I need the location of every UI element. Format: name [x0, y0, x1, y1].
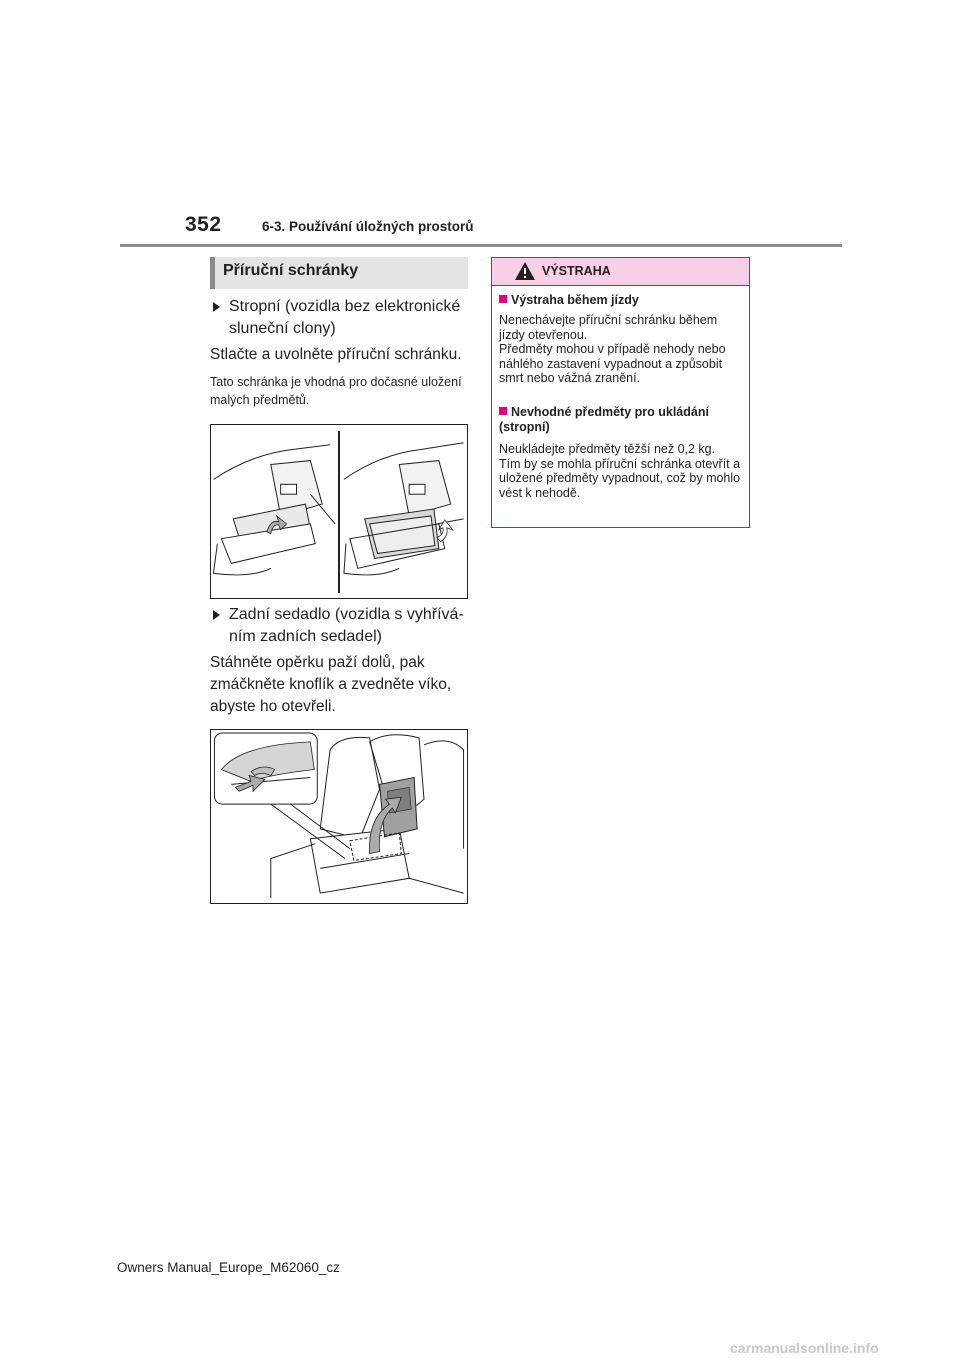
bullet-item-rear-seat — [213, 604, 473, 648]
bullet-title: Zadní sedadlo (vozidla s vyhříváním zadních sedadel) — [229, 606, 464, 645]
warning-text: Neukládejte předměty těžší než 0,2 kg. Tím by se mohla příruční schránka otevřít a uložené předměty vypadnout, což by mohlo vést k nehodě. — [499, 442, 741, 500]
warning-header — [492, 258, 749, 286]
warning-triangle-icon — [514, 261, 536, 281]
header-divider — [120, 244, 842, 247]
square-bullet-icon — [499, 295, 507, 303]
ceiling-box-illustration — [210, 424, 468, 599]
armrest-box-illustration — [210, 729, 468, 904]
section-heading: Příruční schránky — [223, 262, 359, 279]
bullet-item-ceiling — [213, 296, 473, 340]
section-title: 6-3. Používání úložných prostorů — [262, 219, 474, 234]
square-bullet-icon — [499, 407, 507, 415]
footer-text: Owners Manual_Europe_M62060_cz — [117, 1260, 340, 1275]
bullet-triangle-icon — [213, 302, 220, 312]
warning-box — [491, 257, 750, 528]
warning-subheading: Nevhodné předměty pro ukládání (stropní) — [499, 405, 709, 434]
instruction-text: Stlačte a uvolněte příruční schránku. — [210, 346, 462, 363]
warning-text: Nenechávejte příruční schránku během jízdy otevřenou. Předměty mohou v případě nehody nebo náhlého zastavení vypadnout a způsobit smrt nebo vážná zranění. — [499, 313, 726, 385]
bullet-triangle-icon — [213, 610, 220, 620]
page-number: 352 — [185, 213, 222, 236]
watermark: carmanualsonline.info — [730, 1340, 879, 1356]
warning-label: VÝSTRAHA — [542, 264, 611, 278]
bullet-title: Stropní (vozidla bez elektronické sluneční clony) — [229, 298, 461, 337]
note-text: Tato schránka je vhodná pro dočasné uložení malých předmětů. — [210, 375, 462, 407]
warning-subheading: Výstraha během jízdy — [499, 293, 744, 308]
section-heading-box — [210, 257, 468, 289]
instruction-text: Stáhněte opěrku paží dolů, pak zmáčkněte knoflík a zvedněte víko, abyste ho otevřeli. — [210, 654, 452, 715]
